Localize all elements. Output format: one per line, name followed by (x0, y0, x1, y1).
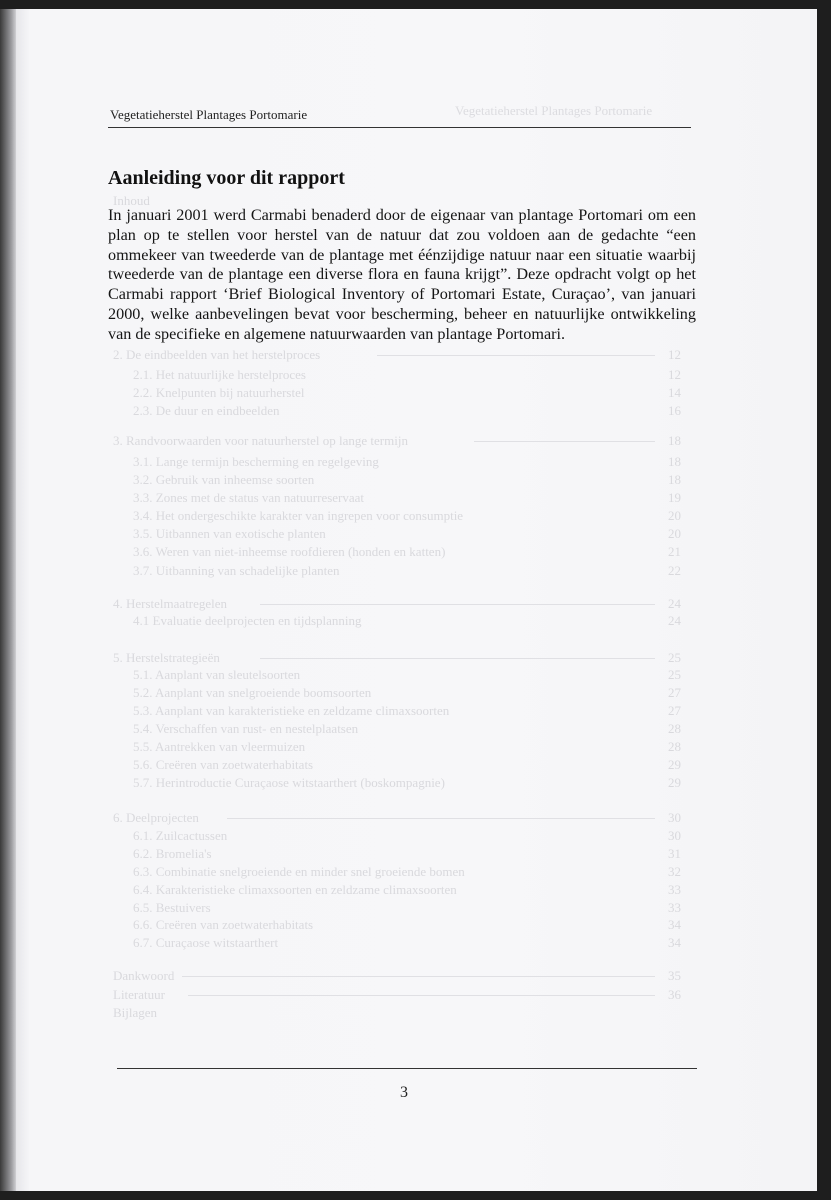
bleed-through-toc-leader (182, 976, 656, 977)
bleed-through-toc-page: 29 (668, 775, 681, 790)
bleed-through-toc-page: 32 (668, 864, 681, 879)
bleed-through-heading: Inhoud (113, 193, 150, 208)
bleed-through-toc-label: 2.3. De duur en eindbeelden (133, 403, 280, 418)
bleed-through-toc-page: 34 (668, 917, 681, 932)
bleed-through-toc-label: 5.4. Verschaffen van rust- en nestelplaatsen (133, 721, 359, 736)
bleed-through-toc-page: 30 (668, 810, 681, 825)
bleed-through-toc-label: 2. De eindbeelden van het herstelproces (113, 347, 321, 362)
body-paragraph: In januari 2001 werd Carmabi benaderd door de eigenaar van plantage Portomari om een plan op te stellen voor herstel van de natuur dat zou voldoen aan de gedachte “een ommekeer van tweederde van de plantage met éénzijdige natuur naar een situatie waarbij tweederde van de plantage een diverse flora en fauna krijgt”. Deze opdracht volgt op het Carmabi rapport ‘Brief Biological Inventory of Portomari Estate, Curaçao’, van januari 2000, welke aanbevelingen bevat voor bescherming, beheer en natuurlijke ontwikkeling van de specifieke en algemene natuurwaarden van plantage Portomari. (108, 206, 696, 343)
bleed-through-toc-label: 5.7. Herintroductie Curaçaose witstaarthert (boskompagnie) (133, 775, 445, 790)
bleed-through-toc-page: 25 (668, 650, 681, 665)
bleed-through-toc-label: 6.6. Creëren van zoetwaterhabitats (133, 917, 314, 932)
bleed-through-toc-label: Bijlagen (113, 1005, 158, 1020)
bleed-through-toc-label: 4. Herstelmaatregelen (113, 596, 228, 611)
bleed-through-toc-page: 22 (668, 563, 681, 578)
bleed-through-toc-page: 35 (668, 968, 681, 983)
bleed-through-toc-page: 31 (668, 846, 681, 861)
header-rule (108, 127, 691, 128)
bleed-through-toc-page: 18 (668, 433, 681, 448)
bleed-through-toc-leader (474, 441, 655, 442)
bleed-through-toc-page: 16 (668, 403, 681, 418)
bleed-through-toc-label: 3.4. Het ondergeschikte karakter van ingrepen voor consumptie (133, 508, 464, 523)
bleed-through-toc-label: 3.6. Weren van niet-inheemse roofdieren (honden en katten) (133, 544, 446, 559)
bleed-through-toc-label: 3.7. Uitbanning van schadelijke planten (133, 563, 340, 578)
page-edge-shadow (0, 9, 16, 1191)
bleed-through-toc-leader (377, 355, 656, 356)
bleed-through-toc-label: 4.1 Evaluatie deelprojecten en tijdsplanning (133, 613, 362, 628)
bleed-through-toc-label: 3. Randvoorwaarden voor natuurherstel op lange termijn (113, 433, 408, 448)
bleed-through-toc-page: 36 (668, 987, 681, 1002)
bleed-through-toc-label: 5.2. Aanplant van snelgroeiende boomsoorten (133, 685, 372, 700)
bleed-through-toc-label: 2.2. Knelpunten bij natuurherstel (133, 385, 305, 400)
bleed-through-toc-page: 25 (668, 667, 681, 682)
bleed-through-toc-page: 34 (668, 935, 681, 950)
section-title: Aanleiding voor dit rapport (108, 167, 345, 189)
bleed-through-toc-page: 18 (668, 472, 681, 487)
bleed-through-toc-page: 24 (668, 596, 681, 611)
bleed-through-toc-label: 5.1. Aanplant van sleutelsoorten (133, 667, 301, 682)
bleed-through-toc-page: 29 (668, 757, 681, 772)
bleed-through-toc-page: 12 (668, 367, 681, 382)
bleed-through-toc-label: 2.1. Het natuurlijke herstelproces (133, 367, 306, 382)
bleed-through-toc-page: 21 (668, 544, 681, 559)
bleed-through-toc-page: 33 (668, 882, 681, 897)
running-header: Vegetatieherstel Plantages Portomarie (110, 107, 308, 122)
bleed-through-header: Vegetatieherstel Plantages Portomarie (455, 103, 653, 118)
page-number: 3 (400, 1084, 408, 1101)
bleed-through-toc-page: 28 (668, 739, 681, 754)
bleed-through-toc-label: 6.5. Bestuivers (133, 900, 211, 915)
bleed-through-toc-label: 5.3. Aanplant van karakteristieke en zeldzame climaxsoorten (133, 703, 450, 718)
bleed-through-toc-label: 6. Deelprojecten (113, 810, 199, 825)
bleed-through-toc-leader (260, 658, 656, 659)
bleed-through-toc-leader (260, 604, 656, 605)
bleed-through-toc-label: 3.5. Uitbannen van exotische planten (133, 526, 326, 541)
bleed-through-toc-page: 18 (668, 454, 681, 469)
bleed-through-toc-label: 6.7. Curaçaose witstaarthert (133, 935, 279, 950)
bleed-through-toc-page: 24 (668, 613, 681, 628)
footer-rule (117, 1068, 697, 1069)
bleed-through-toc-page: 28 (668, 721, 681, 736)
bleed-through-toc-label: Dankwoord (113, 968, 175, 983)
bleed-through-toc-leader (188, 995, 655, 996)
bleed-through-toc-page: 30 (668, 828, 681, 843)
bleed-through-toc-label: 5.6. Creëren van zoetwaterhabitats (133, 757, 314, 772)
bleed-through-toc-page: 27 (668, 685, 681, 700)
bleed-through-toc-label: 6.2. Bromelia's (133, 846, 212, 861)
bleed-through-toc-page: 19 (668, 490, 681, 505)
bleed-through-toc-label: Literatuur (113, 987, 165, 1002)
bleed-through-toc-label: 3.3. Zones met de status van natuurreservaat (133, 490, 365, 505)
bleed-through-toc-label: 3.1. Lange termijn bescherming en regelgeving (133, 454, 379, 469)
bleed-through-toc-label: 3.2. Gebruik van inheemse soorten (133, 472, 315, 487)
bleed-through-toc-leader (227, 818, 655, 819)
bleed-through-toc-label: 6.3. Combinatie snelgroeiende en minder snel groeiende bomen (133, 864, 465, 879)
bleed-through-toc-label: 6.1. Zuilcactussen (133, 828, 228, 843)
bleed-through-toc-page: 27 (668, 703, 681, 718)
bleed-through-toc-label: 6.4. Karakteristieke climaxsoorten en zeldzame climaxsoorten (133, 882, 457, 897)
bleed-through-toc-page: 14 (668, 385, 681, 400)
bleed-through-toc-label: 5.5. Aantrekken van vleermuizen (133, 739, 306, 754)
bleed-through-toc-page: 12 (668, 347, 681, 362)
bleed-through-toc-label: 5. Herstelstrategieën (113, 650, 220, 665)
bleed-through-toc-page: 33 (668, 900, 681, 915)
bleed-through-toc-page: 20 (668, 508, 681, 523)
bleed-through-toc-page: 20 (668, 526, 681, 541)
